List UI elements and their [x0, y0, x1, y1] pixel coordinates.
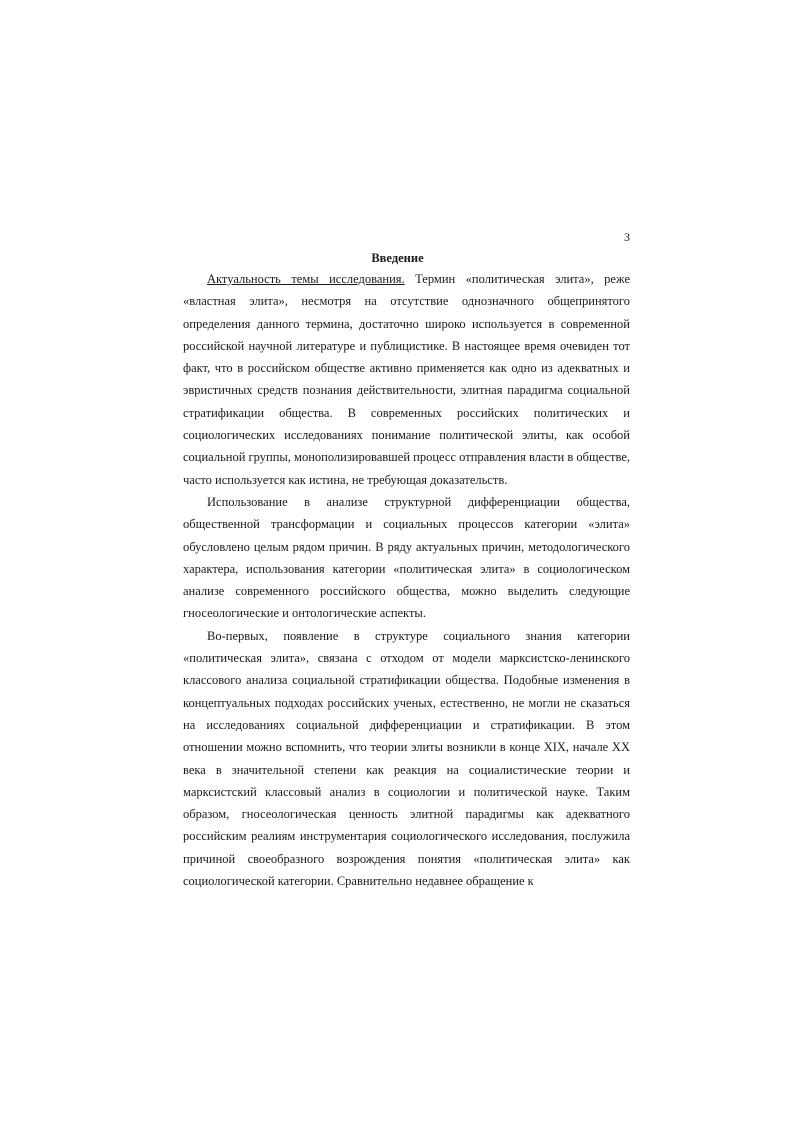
- body-text: [183, 268, 630, 892]
- section-heading: Введение: [371, 251, 424, 265]
- paragraph-relevance: [183, 268, 630, 491]
- page-number: 3: [624, 230, 630, 244]
- paragraph-text: Во-первых, появление в структуре социального знания категории «политическая элита», связана с отходом от модели марксистско-ленинского классового анализа социальной стратификации общества. Подобные изменения в концептуальных подходах российских ученых, естественно, не могли не сказаться на исследованиях социальной дифференциации и стратификации. В этом отношении можно вспомнить, что теории элиты возникли в конце XIX, начале XX века в значительной степени как реакция на социалистические теории и марксистский классовый анализ в социологии и политической науке. Таким образом, гносеологическая ценность элитной парадигмы как адекватного российским реалиям инструментария социологического исследования, послужила причиной своеобразного возрождения понятия «политическая элита» как социологической категории. Сравнительно недавнее обращение к: [183, 628, 630, 889]
- paragraph-text: Термин «политическая элита», реже «властная элита», несмотря на отсутствие однозначного общепринятого определения данного термина, достаточно широко используется в современной российской научной литературе и публицистике. В настоящее время очевиден тот факт, что в российском обществе активно применяется как одно из адекватных и эвристичных средств познания действительности, элитная парадигма социальной стратификации общества. В современных российских политических и социологических исследованиях понимание политической элиты, как особой социальной группы, монополизировавшей процесс отправления власти в обществе, часто используется как истина, не требующая доказательств.: [183, 272, 630, 487]
- paragraph-lead: Актуальность темы исследования.: [207, 272, 405, 286]
- paragraph-first-reason: [183, 625, 630, 893]
- paragraph-usage: [183, 491, 630, 625]
- paragraph-text: Использование в анализе структурной дифференциации общества, общественной трансформации и социальных процессов категории «элита» обусловлено целым рядом причин. В ряду актуальных причин, методологического характера, использования категории «политическая элита» в социологическом анализе современного российского общества, можно выделить следующие гносеологические и онтологические аспекты.: [183, 494, 630, 621]
